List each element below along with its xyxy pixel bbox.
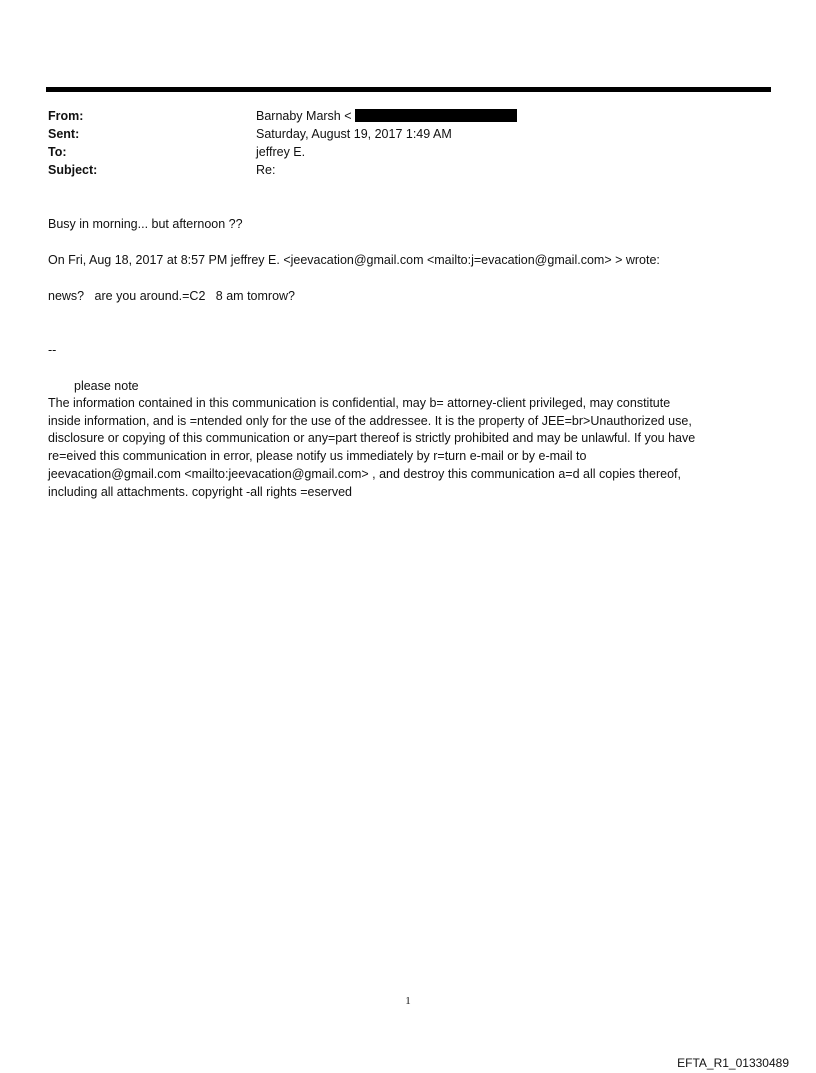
to-value: jeffrey E. bbox=[256, 145, 306, 159]
page-number: 1 bbox=[405, 995, 411, 1007]
quoted-message: news? are you around.=C2 8 am tomrow? bbox=[48, 289, 296, 303]
subject-label: Subject: bbox=[48, 163, 98, 177]
from-value bbox=[256, 107, 517, 125]
header-rule bbox=[46, 87, 771, 92]
bates-number: EFTA_R1_01330489 bbox=[677, 1056, 789, 1070]
note-heading: please note bbox=[74, 379, 139, 393]
redaction-block bbox=[355, 109, 517, 122]
sent-label: Sent: bbox=[48, 127, 80, 141]
signature-separator: -- bbox=[48, 343, 57, 357]
subject-value: Re: bbox=[256, 163, 276, 177]
to-label: To: bbox=[48, 145, 67, 159]
reply-text: Busy in morning... but afternoon ?? bbox=[48, 217, 243, 231]
quote-intro: On Fri, Aug 18, 2017 at 8:57 PM jeffrey E. <jeevacation@gmail.com <mailto:j=evacation@gmail.com> > wrote: bbox=[48, 253, 660, 267]
from-label: From: bbox=[48, 109, 84, 123]
sent-value: Saturday, August 19, 2017 1:49 AM bbox=[256, 127, 452, 141]
confidentiality-disclaimer: The information contained in this communication is confidential, may b= attorney-client privileged, may constitute inside information, and is =ntended only for the use of the addressee. It is the property of JEE=br>Unauthorized use, disclosure or copying of this communication or any=part thereof is strictly prohibited and may be unlawful. If you have re=eived this communication in error, please notify us immediately by r=turn e-mail or by e-mail to jeevacation@gmail.com <mailto:jeevacation@gmail.com> , and destroy this communication a=d all copies thereof, including all attachments. copyright -all rights =eserved bbox=[48, 396, 696, 499]
sender-name: Barnaby Marsh < bbox=[256, 109, 352, 123]
